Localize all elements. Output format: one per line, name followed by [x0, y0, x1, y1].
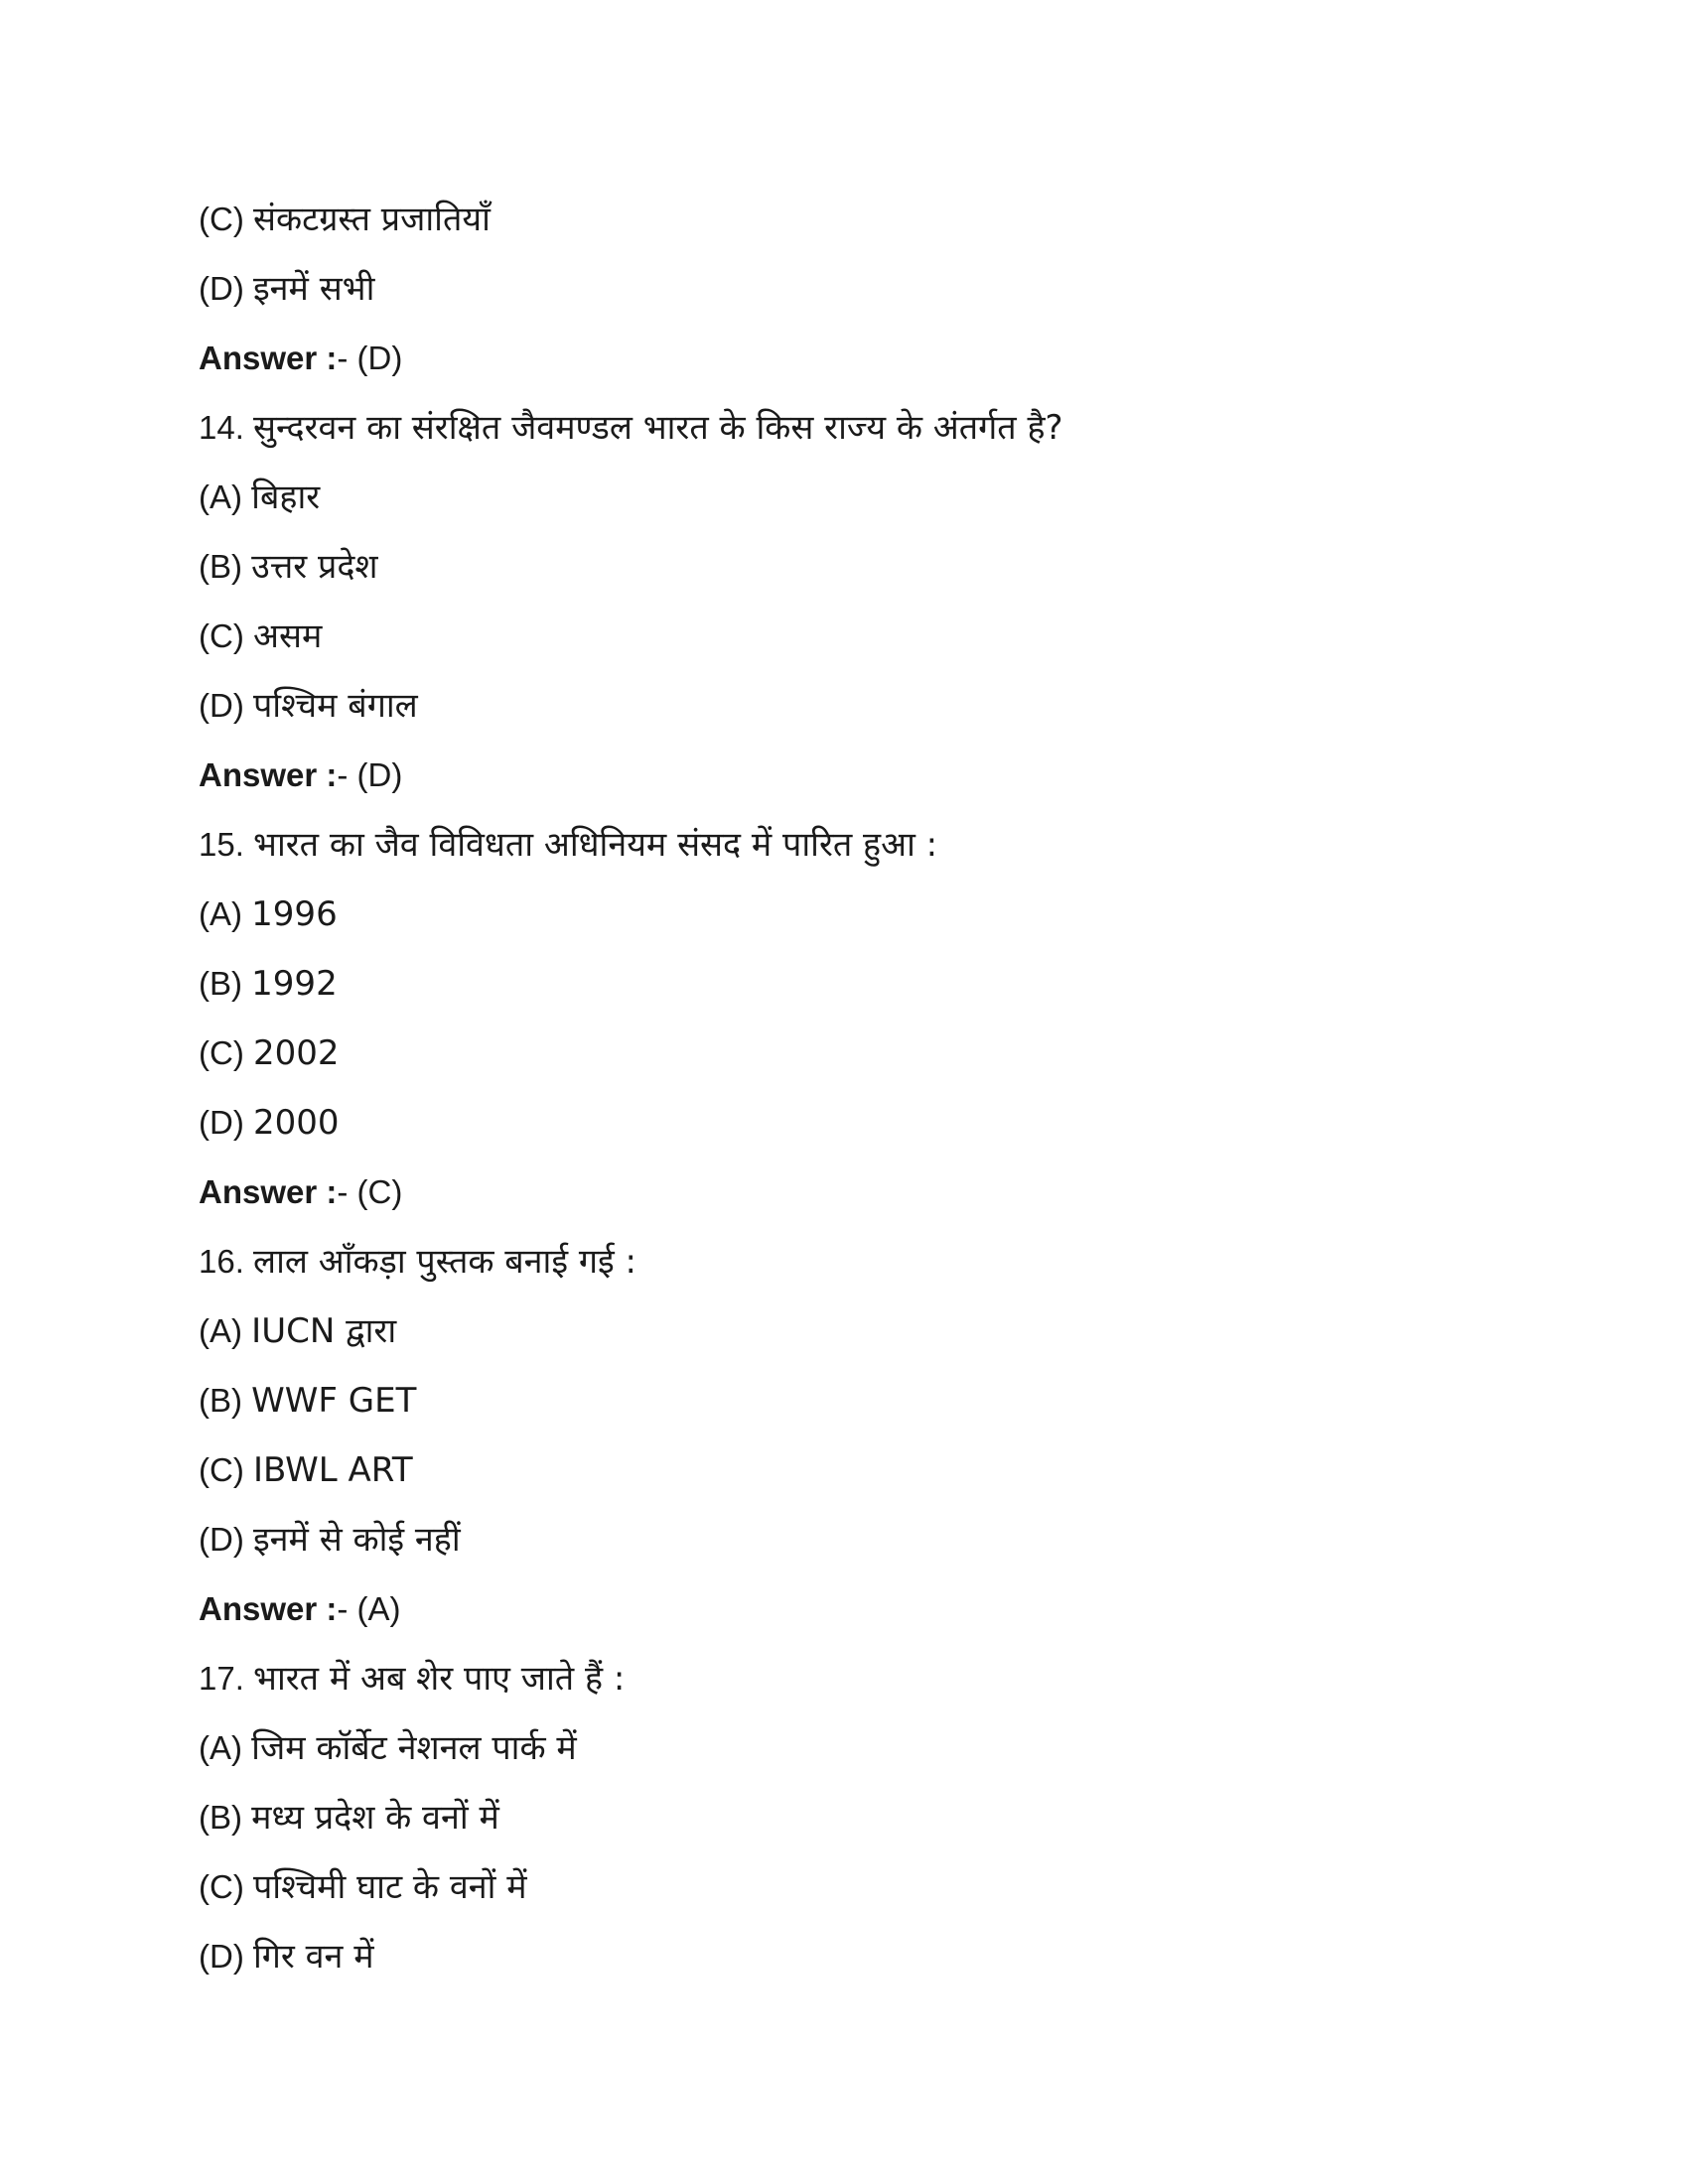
question-text: भारत का जैव विविधता अधिनियम संसद में पारित हुआ : [253, 825, 938, 865]
option-text: मध्य प्रदेश के वनों में [251, 1798, 499, 1838]
option-line [199, 613, 1489, 682]
option-letter: (A) [199, 1729, 252, 1766]
answer-line [199, 1168, 1489, 1238]
option-line [199, 1794, 1489, 1863]
option-line [199, 196, 1489, 265]
question-number: 16. [199, 1243, 254, 1280]
option-line [199, 1863, 1489, 1933]
question-number: 14. [199, 409, 254, 446]
answer-line [199, 751, 1489, 821]
option-letter: (B) [199, 965, 252, 1002]
option-text: इनमें से कोई नहीं [252, 1520, 461, 1560]
answer-value: - (D) [337, 756, 403, 793]
answer-label: Answer : [199, 756, 338, 793]
question-line [199, 1655, 1489, 1724]
option-line [199, 1377, 1489, 1446]
question-list [199, 196, 1489, 2002]
option-line [199, 1029, 1489, 1099]
answer-label: Answer : [199, 1173, 338, 1210]
option-text: संकटग्रस्त प्रजातियाँ [252, 200, 491, 239]
option-line [199, 1446, 1489, 1516]
option-letter: (C) [199, 201, 253, 237]
option-letter: (D) [199, 270, 253, 307]
option-line [199, 474, 1489, 543]
option-letter: (C) [199, 1451, 253, 1488]
question-line [199, 821, 1489, 890]
question-line [199, 1238, 1489, 1307]
option-line [199, 890, 1489, 960]
option-text: जिम कॉर्बेट नेशनल पार्क में [251, 1728, 577, 1768]
option-letter: (D) [199, 687, 253, 724]
option-letter: (B) [199, 1799, 252, 1836]
option-line [199, 682, 1489, 751]
option-letter: (B) [199, 548, 252, 585]
option-line [199, 1933, 1489, 2002]
option-line [199, 543, 1489, 613]
option-text: बिहार [251, 478, 321, 517]
option-letter: (C) [199, 1868, 253, 1905]
option-text: इनमें सभी [252, 269, 375, 309]
option-letter: (B) [199, 1382, 252, 1419]
option-letter: (D) [199, 1521, 253, 1558]
option-text: IBWL ART [252, 1450, 413, 1490]
option-letter: (D) [199, 1938, 253, 1975]
question-number: 17. [199, 1660, 254, 1697]
option-line [199, 1516, 1489, 1585]
option-line [199, 265, 1489, 335]
question-text: सुन्दरवन का संरक्षित जैवमण्डल भारत के किस राज्य के अंतर्गत है? [253, 408, 1063, 448]
option-line [199, 960, 1489, 1029]
answer-value: - (A) [337, 1590, 401, 1627]
option-text: IUCN द्वारा [251, 1311, 397, 1351]
option-text: पश्चिमी घाट के वनों में [252, 1867, 527, 1907]
option-line [199, 1307, 1489, 1377]
question-text: भारत में अब शेर पाए जाते हैं : [253, 1659, 626, 1699]
option-text: 2000 [252, 1103, 340, 1143]
option-text: उत्तर प्रदेश [251, 547, 378, 587]
option-text: WWF GET [251, 1381, 417, 1421]
answer-label: Answer : [199, 1590, 338, 1627]
question-text: लाल आँकड़ा पुस्तक बनाई गई : [253, 1242, 636, 1282]
option-text: 1992 [251, 964, 338, 1004]
option-line [199, 1724, 1489, 1794]
option-text: पश्चिम बंगाल [252, 686, 418, 726]
option-letter: (C) [199, 1034, 253, 1071]
option-letter: (A) [199, 1312, 252, 1349]
answer-label: Answer : [199, 340, 338, 376]
option-line [199, 1099, 1489, 1168]
question-number: 15. [199, 826, 254, 863]
option-letter: (A) [199, 478, 252, 515]
option-letter: (A) [199, 895, 252, 932]
answer-line [199, 1585, 1489, 1655]
option-letter: (D) [199, 1104, 253, 1141]
option-letter: (C) [199, 617, 253, 654]
answer-value: - (D) [337, 340, 403, 376]
answer-value: - (C) [337, 1173, 403, 1210]
question-line [199, 404, 1489, 474]
answer-line [199, 335, 1489, 404]
option-text: गिर वन में [252, 1937, 374, 1977]
option-text: 2002 [252, 1033, 340, 1073]
option-text: असम [252, 616, 323, 656]
option-text: 1996 [251, 894, 338, 934]
